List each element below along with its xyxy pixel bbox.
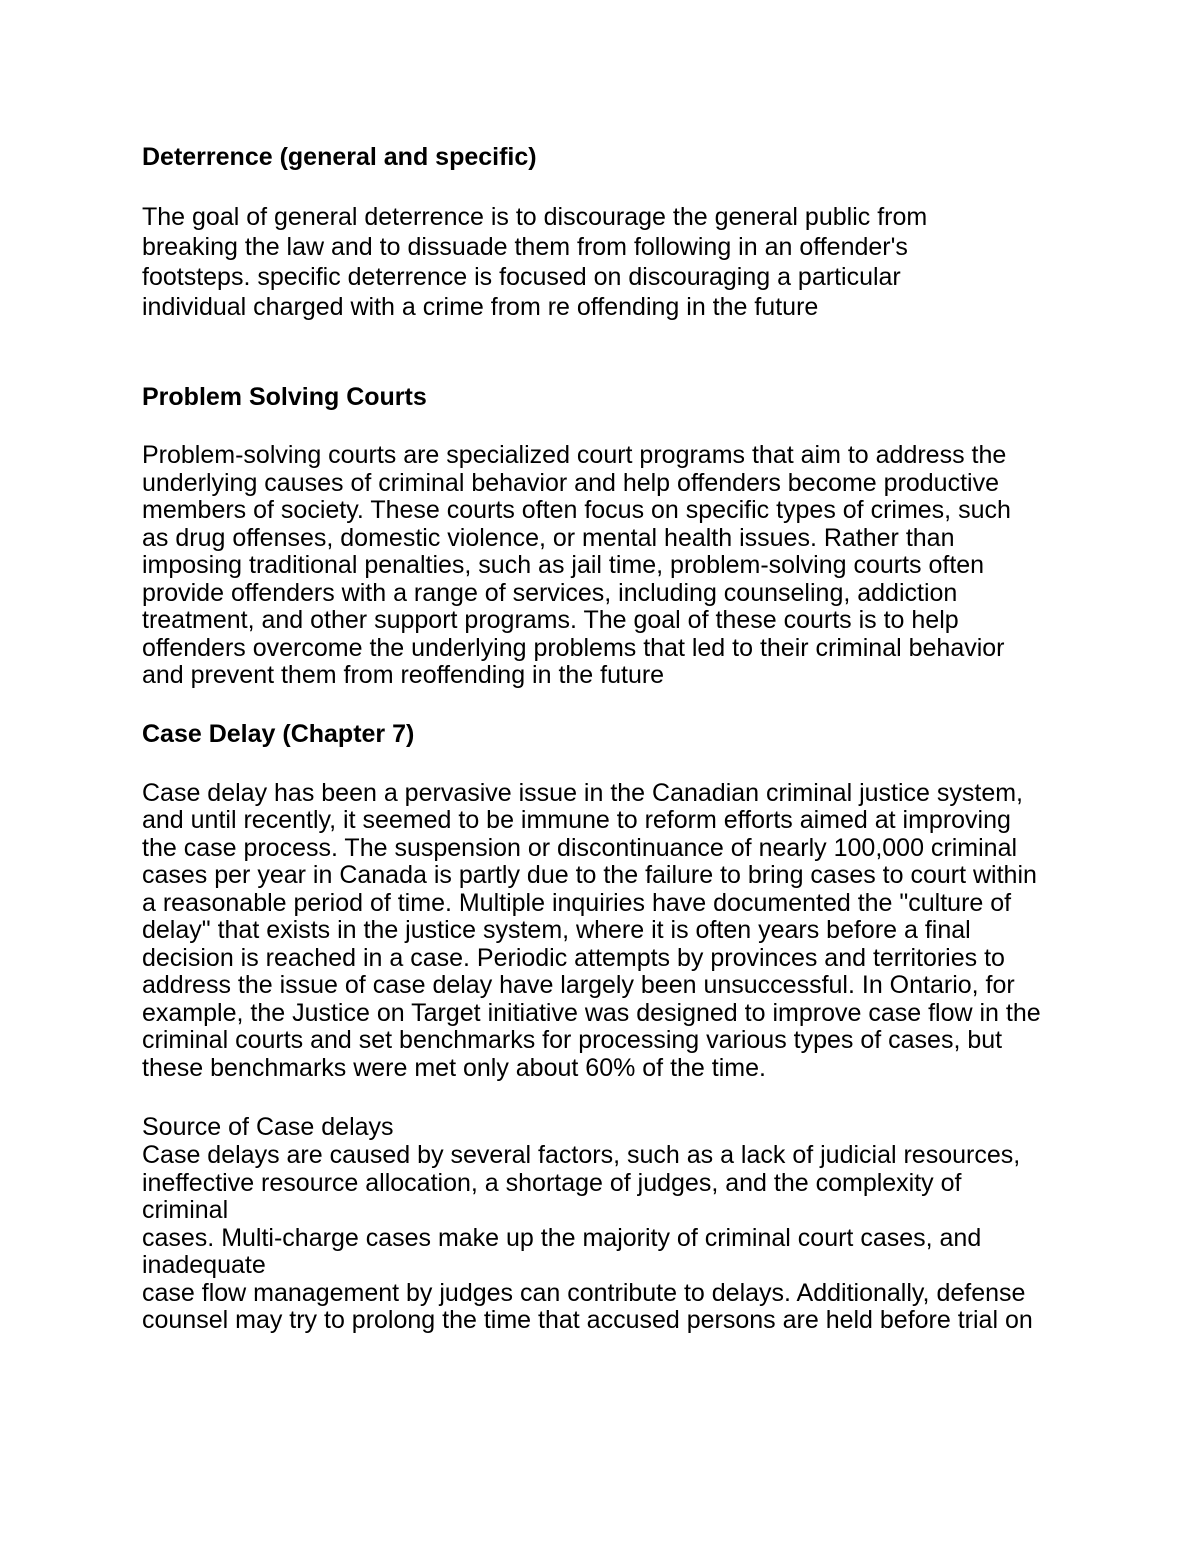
paragraph-line: offenders overcome the underlying problems that led to their criminal behavior [142, 633, 1005, 662]
paragraph-line: and until recently, it seemed to be immune to reform efforts aimed at improving [142, 806, 1011, 834]
paragraph-line: example, the Justice on Target initiative was designed to improve case flow in the [142, 998, 1041, 1027]
paragraph-line: a reasonable period of time. Multiple inquiries have documented the "culture of [142, 888, 1012, 917]
paragraph-line: Case delays are caused by several factors, such as a lack of judicial resources, [142, 1141, 1021, 1169]
paragraph-line: criminal [142, 1196, 229, 1224]
paragraph-line: individual charged with a crime from re offending in the future [142, 293, 819, 321]
paragraph-line: the case process. The suspension or discontinuance of nearly 100,000 criminal [142, 833, 1018, 862]
paragraph-line: treatment, and other support programs. The goal of these courts is to help [142, 606, 959, 634]
document-content [142, 142, 1082, 1335]
heading-case-delay: Case Delay (Chapter 7) [142, 719, 415, 748]
paragraph-line: ineffective resource allocation, a shortage of judges, and the complexity of [142, 1168, 962, 1197]
paragraph-line: members of society. These courts often focus on specific types of crimes, such [142, 496, 1011, 524]
paragraph-line: address the issue of case delay have largely been unsuccessful. In Ontario, for [142, 971, 1015, 999]
paragraph-line: as drug offenses, domestic violence, or mental health issues. Rather than [142, 523, 955, 552]
paragraph-line: imposing traditional penalties, such as jail time, problem-solving courts often [142, 551, 985, 579]
paragraph-line: and prevent them from reoffending in the future [142, 661, 665, 689]
paragraph-line: breaking the law and to dissuade them from following in an offender's [142, 233, 908, 261]
paragraph-line: case flow management by judges can contribute to delays. Additionally, defense [142, 1278, 1026, 1307]
paragraph-line: these benchmarks were met only about 60% of the time. [142, 1053, 766, 1082]
paragraph-case-delay [142, 780, 1082, 1083]
paragraph-problem-solving-courts [142, 442, 1082, 690]
subheading-source-of-case-delays: Source of Case delays [142, 1113, 394, 1141]
paragraph-line: cases per year in Canada is partly due to the failure to bring cases to court within [142, 861, 1037, 889]
paragraph-line: cases. Multi-charge cases make up the majority of criminal court cases, and [142, 1223, 982, 1252]
paragraph-line: underlying causes of criminal behavior and help offenders become productive [142, 468, 999, 497]
paragraph-line: The goal of general deterrence is to discourage the general public from [142, 203, 928, 231]
heading-problem-solving-courts: Problem Solving Courts [142, 383, 427, 411]
paragraph-line: Problem-solving courts are specialized court programs that aim to address the [142, 441, 1007, 469]
paragraph-line: Case delay has been a pervasive issue in the Canadian criminal justice system, [142, 778, 1024, 807]
heading-deterrence: Deterrence (general and specific) [142, 143, 537, 171]
paragraph-line: decision is reached in a case. Periodic attempts by provinces and territories to [142, 943, 1005, 972]
paragraph-line: inadequate [142, 1251, 266, 1279]
paragraph-line: criminal courts and set benchmarks for processing various types of cases, but [142, 1026, 1003, 1054]
paragraph-line: counsel may try to prolong the time that accused persons are held before trial on [142, 1306, 1033, 1334]
paragraph-line: footsteps. specific deterrence is focused on discouraging a particular [142, 263, 901, 291]
paragraph-line: provide offenders with a range of services, including counseling, addiction [142, 578, 958, 607]
paragraph-deterrence [142, 202, 1082, 322]
paragraph-source-of-case-delays [142, 1142, 1082, 1335]
paragraph-line: delay" that exists in the justice system, where it is often years before a final [142, 916, 971, 944]
